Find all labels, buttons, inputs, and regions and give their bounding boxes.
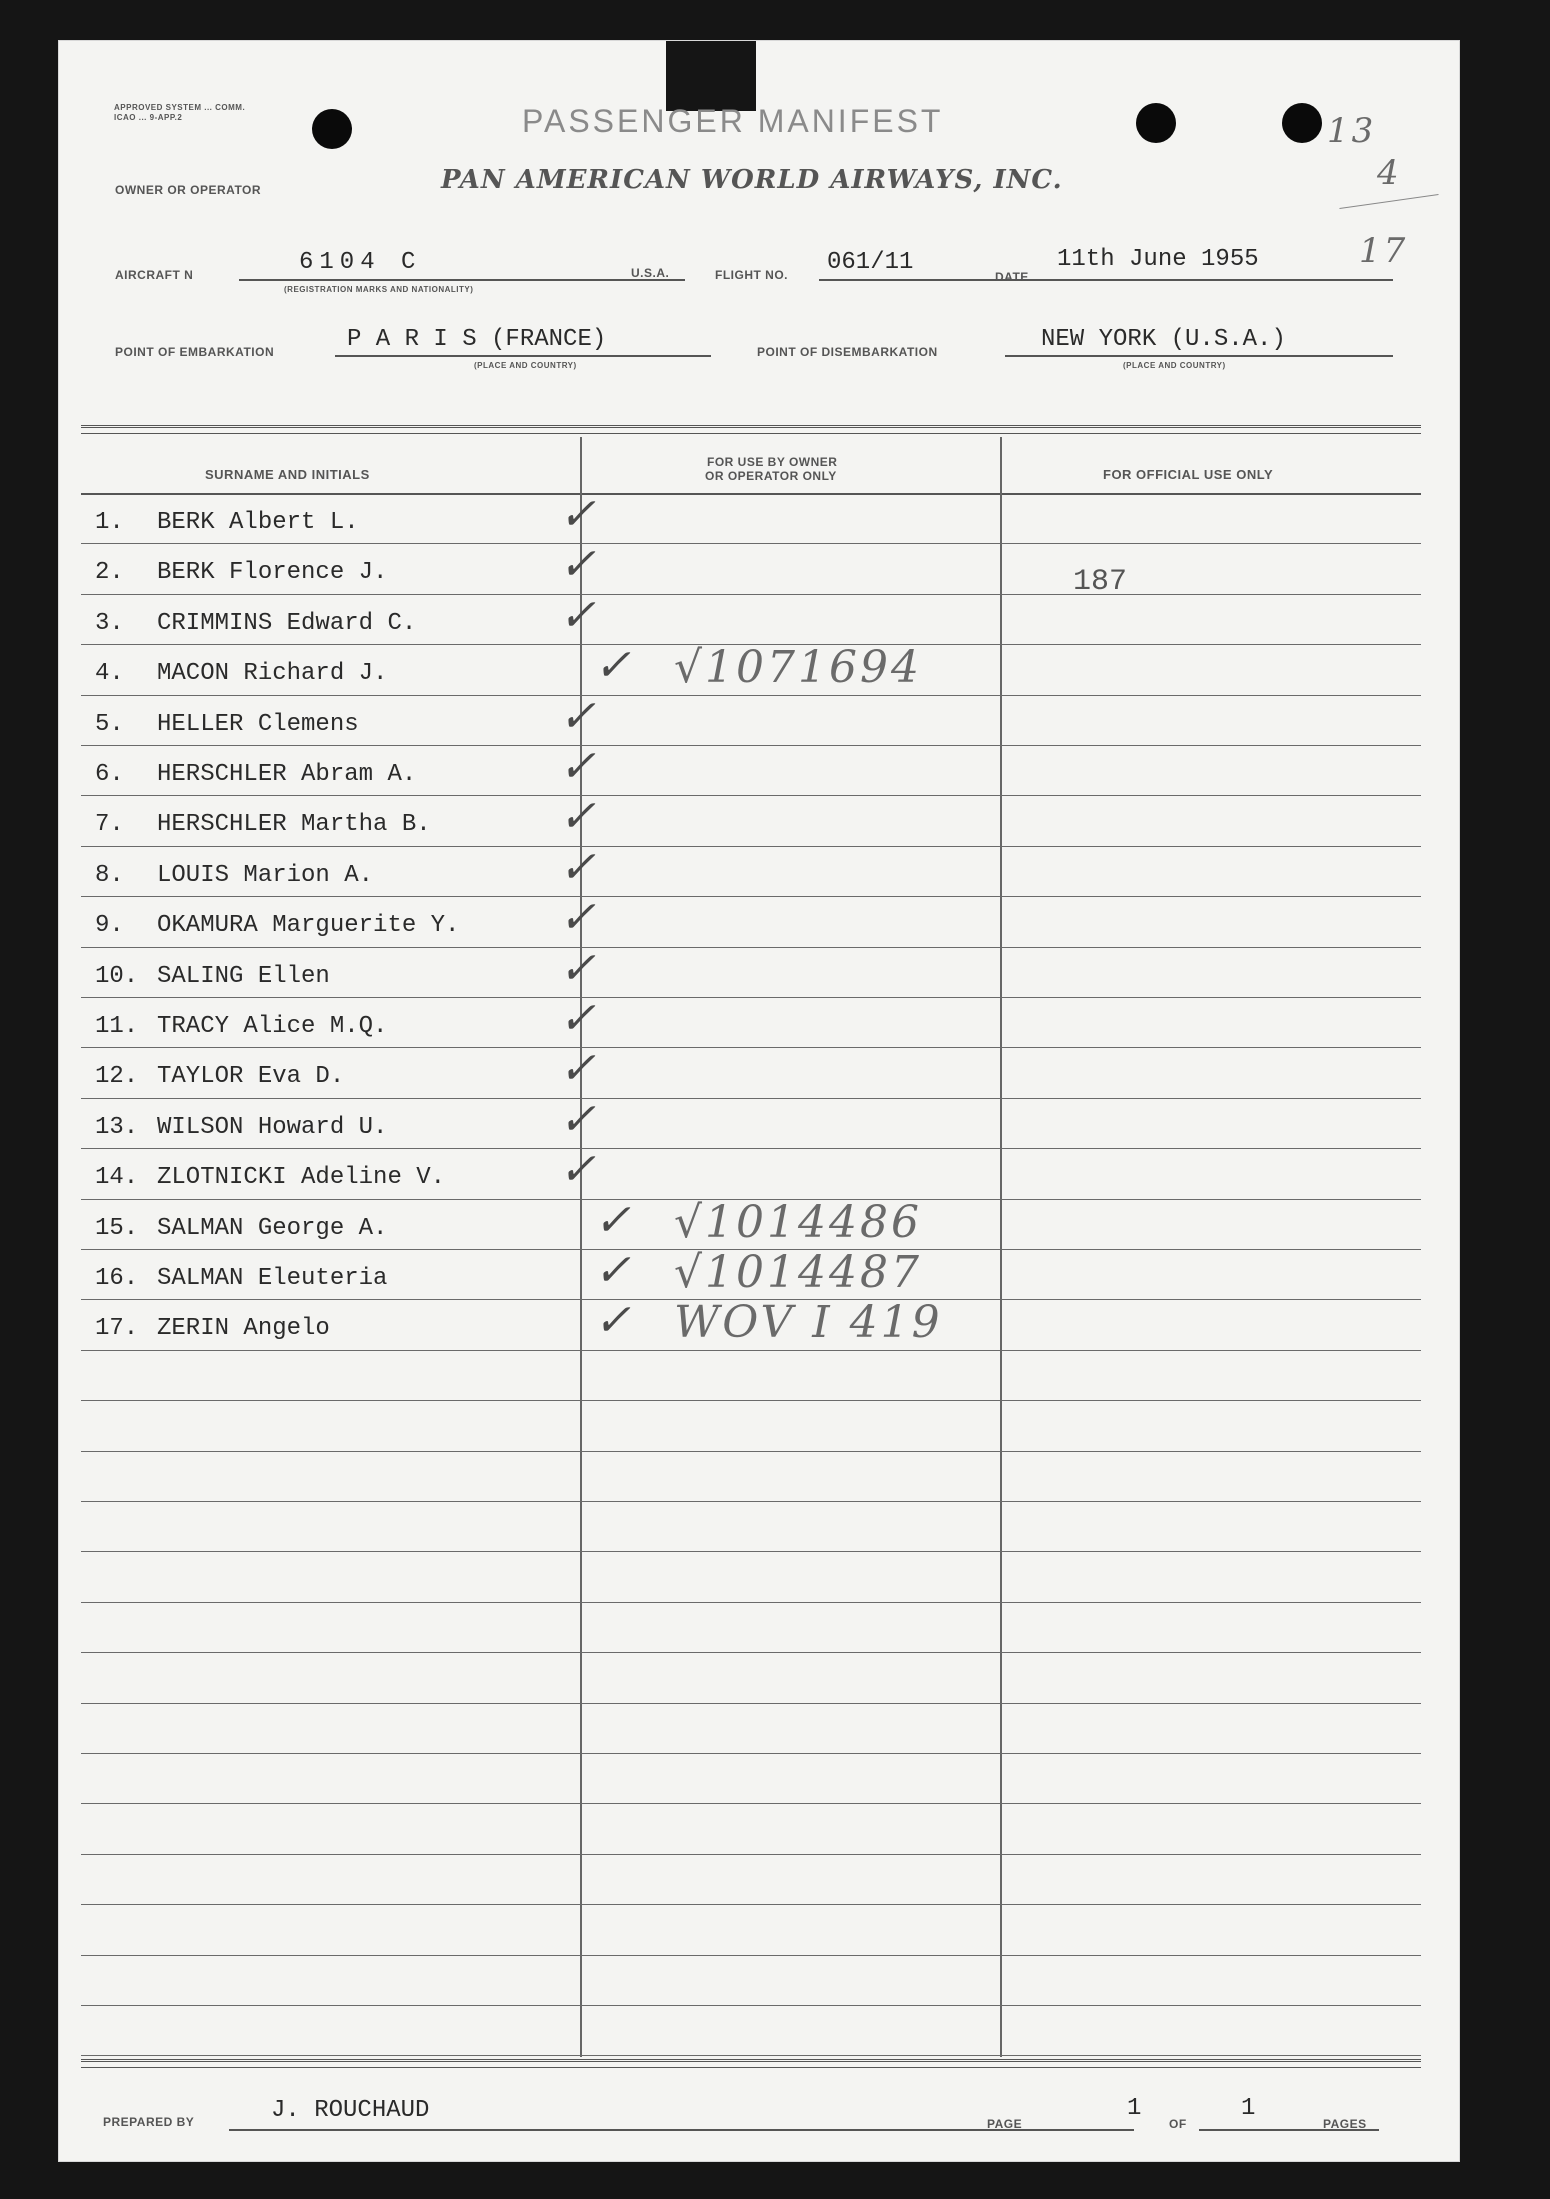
check-mark-icon: ✓ bbox=[559, 589, 596, 641]
table-row bbox=[95, 912, 459, 939]
row-number: 14. bbox=[95, 1164, 139, 1192]
row-rule bbox=[81, 594, 1421, 595]
check-mark-icon: ✓ bbox=[594, 1295, 631, 1347]
row-rule bbox=[81, 1803, 1421, 1804]
check-mark-icon: ✓ bbox=[559, 1093, 596, 1145]
prepared-by-value: J. ROUCHAUD bbox=[271, 2097, 430, 2124]
row-number: 13. bbox=[95, 1113, 139, 1141]
row-rule bbox=[81, 1451, 1421, 1452]
row-rule bbox=[81, 947, 1421, 948]
owner-label: OWNER OR OPERATOR bbox=[115, 183, 262, 197]
aircraft-sub: (REGISTRATION MARKS AND NATIONALITY) bbox=[284, 285, 474, 294]
margin-note-1: 13 bbox=[1327, 111, 1377, 151]
row-number: 2. bbox=[95, 559, 124, 587]
row-rule bbox=[81, 795, 1421, 796]
row-number: 5. bbox=[95, 710, 124, 738]
row-rule bbox=[81, 1703, 1421, 1704]
passenger-name: ZERIN Angelo bbox=[157, 1315, 330, 1343]
header-rule bbox=[81, 493, 1421, 495]
company-name: PAN AMERICAN WORLD AIRWAYS, INC. bbox=[441, 165, 1063, 195]
flight-value: 061/11 bbox=[827, 249, 914, 276]
row-number: 10. bbox=[95, 962, 139, 990]
embark-sub: (PLACE AND COUNTRY) bbox=[474, 361, 577, 370]
table-row bbox=[95, 509, 359, 536]
check-mark-icon: ✓ bbox=[559, 892, 596, 944]
prepared-by-label: PREPARED BY bbox=[103, 2115, 195, 2129]
punch-hole-right-2 bbox=[1282, 103, 1322, 143]
table-row bbox=[95, 1164, 445, 1191]
of-label: OF bbox=[1169, 2117, 1187, 2131]
passenger-name: SALING Ellen bbox=[157, 962, 330, 990]
row-rule bbox=[81, 1602, 1421, 1603]
table-row bbox=[95, 711, 359, 738]
passenger-name: HELLER Clemens bbox=[157, 710, 359, 738]
row-number: 16. bbox=[95, 1265, 139, 1292]
row-number: 3. bbox=[95, 609, 124, 637]
date-value: 11th June 1955 bbox=[1057, 246, 1259, 273]
disembark-label: POINT OF DISEMBARKATION bbox=[757, 345, 938, 359]
table-bottom-rule-2 bbox=[81, 2067, 1421, 2068]
operator-note: √1071694 bbox=[674, 642, 922, 694]
aircraft-label: AIRCRAFT N bbox=[115, 268, 194, 282]
passenger-name: HERSCHLER Martha B. bbox=[157, 811, 431, 839]
row-rule bbox=[81, 543, 1421, 544]
operator-note: √1014486 bbox=[674, 1196, 922, 1248]
table-row bbox=[95, 1063, 344, 1090]
column-divider-1 bbox=[580, 437, 582, 2057]
disembark-value: NEW YORK (U.S.A.) bbox=[1041, 326, 1286, 353]
table-row bbox=[95, 963, 330, 990]
passenger-name: WILSON Howard U. bbox=[157, 1113, 388, 1141]
row-number: 4. bbox=[95, 660, 124, 688]
row-rule bbox=[81, 1753, 1421, 1754]
column-header-operator-1: FOR USE BY OWNER bbox=[707, 455, 838, 469]
row-rule bbox=[81, 695, 1421, 696]
check-mark-icon: ✓ bbox=[559, 1144, 596, 1196]
passenger-name: BERK Florence J. bbox=[157, 559, 388, 587]
margin-note-3: 17 bbox=[1359, 231, 1409, 271]
passenger-name: CRIMMINS Edward C. bbox=[157, 609, 417, 637]
page-label: PAGE bbox=[987, 2117, 1023, 2131]
row-number: 9. bbox=[95, 912, 124, 940]
row-number: 8. bbox=[95, 861, 124, 889]
table-row bbox=[95, 610, 416, 637]
check-mark-icon: ✓ bbox=[559, 690, 596, 742]
row-rule bbox=[81, 2055, 1421, 2056]
passenger-name: ZLOTNICKI Adeline V. bbox=[157, 1164, 446, 1192]
row-rule bbox=[81, 1148, 1421, 1149]
page-number: 1 bbox=[1127, 2095, 1142, 2122]
column-header-operator-2: OR OPERATOR ONLY bbox=[705, 469, 837, 483]
row-number: 1. bbox=[95, 509, 124, 536]
check-mark-icon: ✓ bbox=[559, 489, 596, 540]
table-row bbox=[95, 660, 387, 687]
row-rule bbox=[81, 1955, 1421, 1956]
manifest-page bbox=[58, 40, 1460, 2162]
embark-value: P A R I S (FRANCE) bbox=[347, 326, 607, 353]
table-row bbox=[95, 559, 387, 586]
row-rule bbox=[81, 1652, 1421, 1653]
row-rule bbox=[81, 1400, 1421, 1401]
check-mark-icon: ✓ bbox=[594, 1194, 631, 1246]
disembark-sub: (PLACE AND COUNTRY) bbox=[1123, 361, 1226, 370]
page-underline bbox=[1034, 2129, 1134, 2131]
table-row bbox=[95, 1215, 387, 1242]
check-mark-icon: ✓ bbox=[559, 539, 596, 591]
top-notch bbox=[666, 41, 756, 111]
date-label: DATE bbox=[995, 270, 1029, 284]
row-rule bbox=[81, 1098, 1421, 1099]
embark-label: POINT OF EMBARKATION bbox=[115, 345, 275, 359]
check-mark-icon: ✓ bbox=[559, 993, 596, 1044]
embark-underline bbox=[335, 355, 711, 357]
row-rule bbox=[81, 1350, 1421, 1351]
disembark-underline bbox=[1005, 355, 1393, 357]
passenger-name: SALMAN Eleuteria bbox=[157, 1265, 388, 1292]
row-rule bbox=[81, 896, 1421, 897]
column-header-official: FOR OFFICIAL USE ONLY bbox=[1103, 467, 1274, 482]
table-row bbox=[95, 761, 416, 788]
aircraft-underline bbox=[239, 279, 685, 281]
row-rule bbox=[81, 1904, 1421, 1905]
punch-hole-left bbox=[312, 109, 352, 149]
passenger-name: SALMAN George A. bbox=[157, 1214, 388, 1242]
approval-stamp: APPROVED SYSTEM ... COMM. ICAO ... 9-APP.2 bbox=[114, 103, 246, 122]
passenger-name: HERSCHLER Abram A. bbox=[157, 761, 417, 788]
operator-note: WOV I 419 bbox=[674, 1297, 943, 1349]
table-bottom-rule bbox=[81, 2059, 1421, 2062]
table-row bbox=[95, 1315, 330, 1342]
check-mark-icon: ✓ bbox=[559, 942, 596, 994]
check-mark-icon: ✓ bbox=[594, 1245, 631, 1296]
check-mark-icon: ✓ bbox=[559, 1043, 596, 1095]
row-number: 15. bbox=[95, 1214, 139, 1242]
row-rule bbox=[81, 1854, 1421, 1855]
margin-rule bbox=[1339, 194, 1438, 209]
check-mark-icon: ✓ bbox=[559, 741, 596, 792]
row-number: 12. bbox=[95, 1063, 139, 1091]
table-top-rule-2 bbox=[81, 433, 1421, 434]
check-mark-icon: ✓ bbox=[559, 791, 596, 843]
row-number: 11. bbox=[95, 1013, 139, 1040]
table-row bbox=[95, 1265, 387, 1292]
row-rule bbox=[81, 846, 1421, 847]
page-title: PASSENGER MANIFEST bbox=[522, 103, 944, 139]
check-mark-icon: ✓ bbox=[559, 841, 596, 893]
table-row bbox=[95, 1013, 387, 1040]
passenger-name: TRACY Alice M.Q. bbox=[157, 1013, 388, 1040]
official-note: 187 bbox=[1073, 565, 1128, 599]
margin-note-2: 4 bbox=[1377, 153, 1402, 193]
passenger-name: TAYLOR Eva D. bbox=[157, 1063, 345, 1091]
total-pages: 1 bbox=[1241, 2095, 1256, 2122]
passenger-name: OKAMURA Marguerite Y. bbox=[157, 912, 460, 940]
prepared-underline bbox=[229, 2129, 1039, 2131]
passenger-name: LOUIS Marion A. bbox=[157, 861, 374, 889]
row-rule bbox=[81, 745, 1421, 746]
flight-label: FLIGHT NO. bbox=[715, 268, 788, 282]
row-rule bbox=[81, 1501, 1421, 1502]
table-row bbox=[95, 1114, 387, 1141]
passenger-name: MACON Richard J. bbox=[157, 660, 388, 688]
operator-note: √1014487 bbox=[674, 1247, 922, 1298]
row-number: 6. bbox=[95, 761, 124, 788]
row-number: 17. bbox=[95, 1315, 139, 1343]
date-underline bbox=[1039, 279, 1393, 281]
pages-label: PAGES bbox=[1323, 2117, 1367, 2131]
column-divider-2 bbox=[1000, 437, 1002, 2057]
punch-hole-right-1 bbox=[1136, 103, 1176, 143]
row-number: 7. bbox=[95, 811, 124, 839]
passenger-name: BERK Albert L. bbox=[157, 509, 359, 536]
table-row bbox=[95, 811, 431, 838]
row-rule bbox=[81, 1047, 1421, 1048]
row-rule bbox=[81, 1551, 1421, 1552]
aircraft-value: 6104 C bbox=[299, 249, 422, 276]
table-row bbox=[95, 862, 373, 889]
column-header-surname: SURNAME AND INITIALS bbox=[205, 467, 370, 482]
usa-label: U.S.A. bbox=[631, 266, 670, 280]
table-top-rule bbox=[81, 425, 1421, 428]
check-mark-icon: ✓ bbox=[594, 640, 631, 692]
row-rule bbox=[81, 997, 1421, 998]
row-rule bbox=[81, 2005, 1421, 2006]
